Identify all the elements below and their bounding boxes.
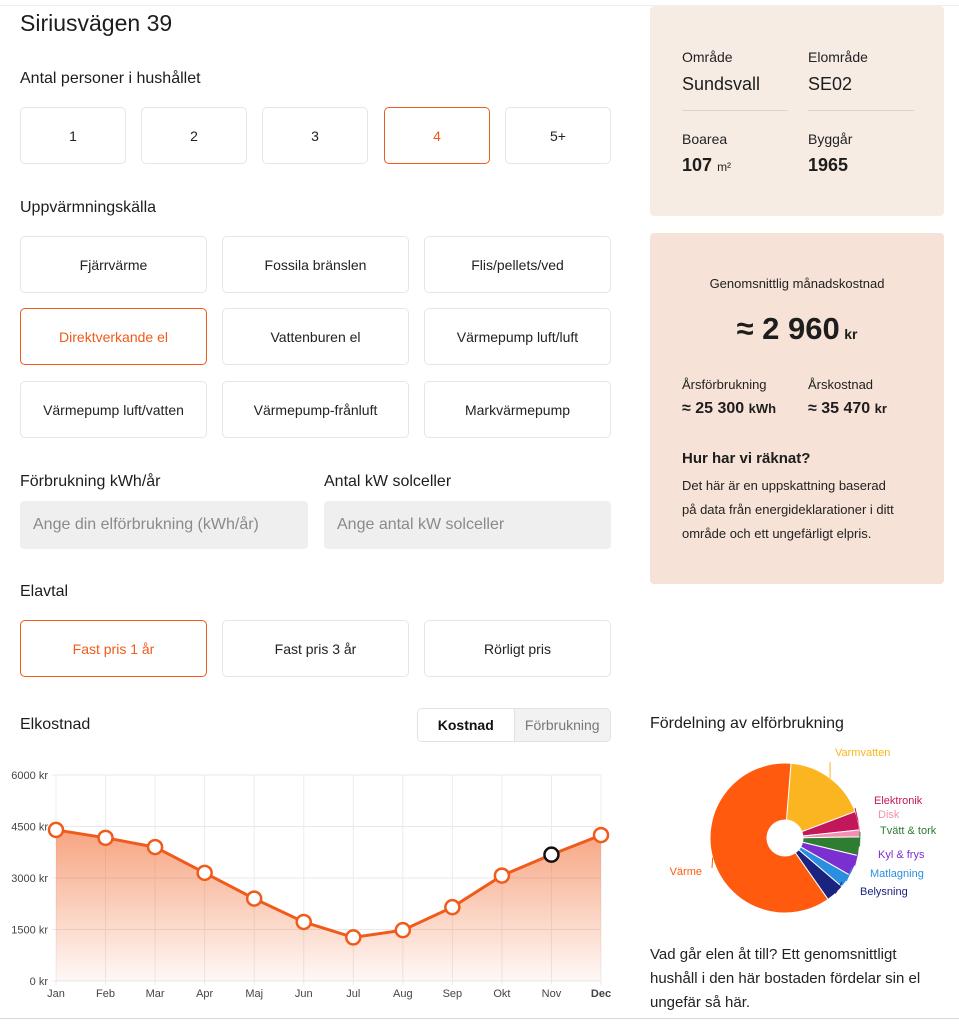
y-tick-label: 3000 kr [11,873,48,885]
consumption-input[interactable] [20,501,308,549]
how-line-2: på data från energideklarationer i ditt [682,502,894,517]
solar-label: Antal kW solceller [324,473,452,490]
pie-label: Kyl & frys [878,849,925,861]
household-option-1[interactable]: 1 [20,107,126,164]
consumption-label: Förbrukning kWh/år [20,473,161,490]
contract-option-rorligt[interactable]: Rörligt pris [424,620,611,677]
avg-cost-value: ≈ 2 960 [736,311,840,346]
built-value: 1965 [808,155,849,175]
cost-point-mar [148,840,162,854]
heating-option-varmepump-luft-vatten[interactable]: Värmepump luft/vatten [20,381,207,438]
x-tick-label: Feb [96,988,116,1000]
pie-label: Varmvatten [835,747,891,759]
area-label: Område [682,49,733,65]
toggle-forbrukning[interactable]: Förbrukning [514,709,611,741]
x-tick-label: Jun [294,988,313,1000]
distribution-text-2: hushåll i den här bostaden fördelar sin el [650,970,921,987]
household-label: Antal personer i hushållet [20,70,201,87]
yearly-cost-wrap [808,400,887,418]
page-title: Siriusvägen 39 [20,10,173,36]
cost-point-nov [544,848,558,862]
cost-point-apr [198,866,212,880]
yearly-cost-unit: kr [874,401,887,416]
distribution-text-3: ungefär så här. [650,994,751,1011]
elkostnad-chart [0,762,625,1007]
yearly-use-label: Årsförbrukning [682,377,767,392]
avg-cost-wrap [650,311,944,347]
household-option-3[interactable]: 3 [262,107,368,164]
y-tick-label: 4500 kr [11,821,48,834]
chart-mode-toggle [417,708,611,742]
boarea-unit: m² [717,160,732,174]
x-tick-label: Apr [196,988,214,1000]
heating-option-varmepump-luft-luft[interactable]: Värmepump luft/luft [424,308,611,365]
yearly-use-value: ≈ 25 300 [682,400,745,417]
cost-area [56,830,601,981]
heating-option-markvarmepump[interactable]: Markvärmepump [424,381,611,438]
x-tick-label: Sep [442,988,463,1000]
avg-cost-label: Genomsnittlig månadskostnad [709,276,885,291]
x-tick-label: Okt [493,988,511,1000]
cost-point-jan [49,823,63,837]
built-label: Byggår [808,131,853,147]
distribution-title: Fördelning av elförbrukning [650,715,844,732]
cost-point-dec [594,828,608,842]
heating-option-flis[interactable]: Flis/pellets/ved [424,236,611,293]
x-tick-label: Mar [145,988,165,1000]
property-info-card [650,6,944,216]
toggle-kostnad[interactable]: Kostnad [418,709,514,741]
bottom-border [0,1018,959,1019]
pie-label: Tvätt & tork [880,825,937,837]
x-tick-label: Dec [590,988,612,1000]
elkostnad-title: Elkostnad [20,716,91,733]
distribution-text-1: Vad går elen åt till? Ett genomsnittligt [650,946,897,963]
info-divider-right [808,110,914,111]
zone-label: Elområde [808,49,868,65]
how-line-1: Det här är en uppskattning baserad [682,478,886,493]
cost-point-jul [346,930,360,944]
cost-point-jun [297,915,311,929]
heating-option-vattenburen-el[interactable]: Vattenburen el [222,308,409,365]
cost-point-okt [495,869,509,883]
how-line-3: område och ett ungefärligt elpris. [682,526,872,541]
zone-value: SE02 [808,74,853,94]
pie-label: Matlagning [870,868,924,880]
yearly-use-wrap [682,400,776,418]
x-tick-label: Jan [47,988,65,1000]
cost-summary-card [650,233,944,584]
info-divider-left [682,110,788,111]
y-tick-label: 1500 kr [11,924,48,937]
household-option-2[interactable]: 2 [141,107,247,164]
household-option-4[interactable]: 4 [384,107,490,164]
x-tick-label: Nov [541,988,562,1000]
contract-option-fast-3[interactable]: Fast pris 3 år [222,620,409,677]
boarea-value-wrap [682,155,731,176]
cost-point-feb [99,831,113,845]
x-tick-label: Jul [346,988,361,1000]
pie-leader-line [712,858,713,868]
solar-input[interactable] [324,501,611,549]
yearly-cost-value: ≈ 35 470 [808,400,871,417]
area-value: Sundsvall [682,74,761,94]
household-option-5plus[interactable]: 5+ [505,107,611,164]
avg-cost-unit: kr [844,326,858,342]
heating-option-varmepump-franluft[interactable]: Värmepump-frånluft [222,381,409,438]
y-tick-label: 6000 kr [11,770,48,782]
x-tick-label: Maj [245,988,264,1000]
heating-option-direktverkande-el[interactable]: Direktverkande el [20,308,207,365]
cost-point-sep [445,900,459,914]
y-tick-label: 0 kr [29,976,48,988]
yearly-cost-label: Årskostnad [808,377,874,392]
heating-option-fossila[interactable]: Fossila bränslen [222,236,409,293]
heating-label: Uppvärmningskälla [20,199,157,216]
x-tick-label: Aug [393,988,413,1000]
heating-option-fjarrvarme[interactable]: Fjärrvärme [20,236,207,293]
cost-point-aug [396,923,410,937]
contract-option-fast-1[interactable]: Fast pris 1 år [20,620,207,677]
yearly-use-unit: kWh [748,401,777,416]
pie-label: Belysning [860,886,908,898]
boarea-label: Boarea [682,131,728,147]
cost-point-maj [247,892,261,906]
pie-label: Disk [878,809,900,821]
boarea-value: 107 [682,155,713,175]
pie-label: Värme [669,866,702,878]
distribution-pie-chart [650,740,955,930]
pie-label: Elektronik [874,795,923,807]
how-title: Hur har vi räknat? [682,450,811,467]
contract-label: Elavtal [20,583,69,600]
